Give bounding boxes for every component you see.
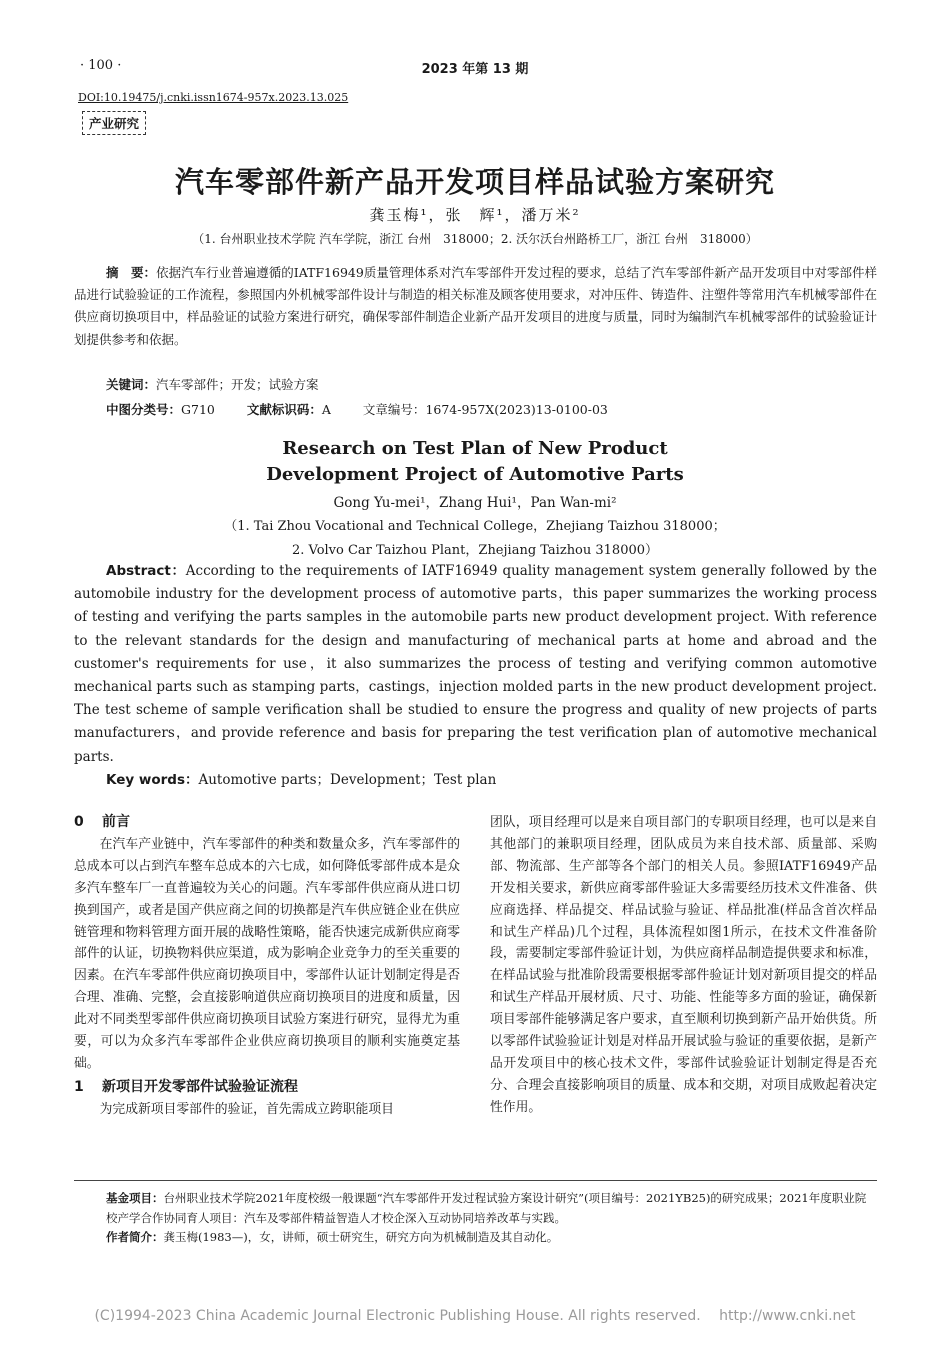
clc-value: G710 [181, 402, 215, 417]
bio-text: 龚玉梅(1983—)，女，讲师，硕士研究生，研究方向为机械制造及其自动化。 [163, 1230, 559, 1244]
fund-label: 基金项目： [106, 1191, 164, 1205]
footnote-divider [74, 1180, 877, 1181]
affiliation-en-line2: 2. Volvo Car Taizhou Plant，Zhejiang Taizhou 318000） [291, 543, 659, 558]
doc-code-value: A [321, 402, 331, 417]
affiliation-en-line1: （1. Tai Zhou Vocational and Technical College，Zhejiang Taizhou 318000； [224, 519, 726, 534]
section-0-number: 0 [74, 814, 84, 830]
article-no-label: 文章编号： [362, 402, 426, 417]
section-1-number: 1 [74, 1078, 84, 1095]
abstract-en-text: According to the requirements of IATF16949 quality management system generally followed by the automobile industry for the development process of automotive parts，this paper summarizes the working process of testing and verifying the parts samples in the automobile parts new product development project. With reference to the relevant standards for the design and manufacturing of mechanical parts at home and abroad and the customer's requirements for use，it also summarizes the process of testing and verifying common automotive mechanical parts such as stamping parts，castings，injection molded parts in the new product development project. The test scheme of sample verification shall be studied to ensure the progress and quality of new projects of parts manufacturers，and provide reference and basis for preparing the test verification plan of automotive mechanical parts. [74, 563, 877, 765]
bio-label: 作者简介： [106, 1230, 164, 1244]
abstract-en [74, 560, 877, 769]
article-no-value: 1674-957X(2023)13-0100-03 [425, 402, 608, 417]
copyright-watermark: (C)1994-2023 China Academic Journal Electronic Publishing House. All rights reserved. http://www.cnki.net [94, 1308, 856, 1324]
keywords-en-text: Automotive parts；Development；Test plan [198, 772, 497, 788]
keywords-en-label: Key words： [106, 772, 199, 788]
abstract-cn-label: 摘 要： [106, 265, 157, 280]
paper-title-en-line2: Development Project of Automotive Parts [266, 464, 684, 485]
journal-issue: 2023 年第 13 期 [421, 62, 529, 77]
classification-line [106, 400, 608, 418]
category-tag: 产业研究 [82, 111, 146, 135]
section-0-title: 前言 [102, 814, 130, 830]
section-1-heading [74, 1077, 460, 1099]
paper-title-cn: 汽车零部件新产品开发项目样品试验方案研究 [174, 165, 775, 199]
section-1-paragraph: 为完成新项目零部件的验证，首先需成立跨职能项目 [99, 1101, 394, 1117]
paper-title-en [0, 436, 950, 488]
section-1-title: 新项目开发零部件试验验证流程 [102, 1078, 298, 1095]
clc-label: 中图分类号： [106, 402, 182, 417]
keywords-cn [106, 375, 319, 393]
fund-note [106, 1188, 877, 1228]
paper-title-en-line1: Research on Test Plan of New Product [282, 438, 668, 459]
affiliations-cn: （1. 台州职业技术学院 汽车学院，浙江 台州 318000；2. 沃尔沃台州路桥工厂，浙江 台州 318000） [192, 232, 758, 246]
authors-en: Gong Yu-mei¹，Zhang Hui¹，Pan Wan-mi² [333, 495, 617, 511]
keywords-cn-text: 汽车零部件；开发；试验方案 [156, 377, 319, 392]
doc-code-label: 文献标识码： [246, 402, 322, 417]
abstract-en-label: Abstract： [106, 563, 186, 579]
body-left-column [74, 812, 460, 1121]
body-right-column [490, 812, 877, 1119]
section-0-heading [74, 812, 460, 834]
keywords-en [106, 768, 496, 788]
abstract-cn [74, 262, 877, 351]
page-number: · 100 · [80, 58, 122, 73]
fund-text: 台州职业技术学院2021年度校级一般课题“汽车零部件开发过程试验方案设计研究”(项目编号：2021YB25)的研究成果；2021年度职业院校产学合作协同育人项目：汽车及零部件精益智造人才校企深入互动协同培养改革与实践。 [106, 1191, 867, 1225]
author-bio [106, 1227, 877, 1247]
affiliations-en [0, 515, 950, 563]
section-0-paragraph: 在汽车产业链中，汽车零部件的种类和数量众多，汽车零部件的总成本可以占到汽车整车总成本的六七成，如何降低零部件成本是众多汽车整车厂一直普遍较为关心的问题。汽车零部件供应商从进口切换到国产，或者是国产供应商之间的切换都是汽车供应链企业在供应链管理和物料管理方面开展的战略性策略，能否快速完成新供应商零部件的认证，切换物料供应渠道，成为影响企业竞争力的至关重要的因素。在汽车零部件供应商切换项目中，零部件认证计划制定得是否合理、准确、完整，会直接影响道供应商切换项目的进度和质量，因此对不同类型零部件供应商切换项目试验方案进行研究，显得尤为重要，可以为众多汽车零部件企业供应商切换项目的顺利实施奠定基础。 [74, 836, 460, 1071]
section-1-paragraph-continued: 团队，项目经理可以是来自项目部门的专职项目经理，也可以是来自其他部门的兼职项目经理，团队成员为来自技术部、质量部、采购部、物流部、生产部等各个部门的相关人员。参照IATF16949产品开发相关要求，新供应商零部件验证大多需要经历技术文件准备、供应商选择、样品提交、样品试验与验证、样品批准(样品含首次样品和试生产样品)几个过程，具体流程如图1所示，在技术文件准备阶段，需要制定零部件验证计划，为供应商样品制造提供要求和标准，在样品试验与批准阶段需要根据零部件验证计划对新项目提交的样品和试生产样品开展材质、尺寸、功能、性能等多方面的验证，确保新项目零部件能够满足客户要求，直至顺利切换到新产品开始供货。所以零部件试验验证计划是对样品开展试验与验证的重要依据，是新产品开发项目中的核心技术文件，零部件试验验证计划制定得是否充分、合理会直接影响项目的质量、成本和交期，对项目成败起着决定性作用。 [490, 815, 877, 1115]
abstract-cn-text: 依据汽车行业普遍遵循的IATF16949质量管理体系对汽车零部件开发过程的要求，总结了汽车零部件新产品开发项目中对零部件样品进行试验验证的工作流程，参照国内外机械零部件设计与制造的相关标准及顾客使用要求，对冲压件、铸造件、注塑件等常用汽车机械零部件在供应商切换项目中，样品验证的试验方案进行研究，确保零部件制造企业新产品开发项目的进度与质量，同时为编制汽车机械零部件的试验验证计划提供参考和依据。 [74, 265, 877, 347]
keywords-cn-label: 关键词： [106, 377, 157, 392]
doi-link[interactable]: DOI:10.19475/j.cnki.issn1674-957x.2023.13.025 [78, 91, 349, 104]
authors-cn: 龚玉梅¹，张 辉¹，潘万米² [369, 206, 581, 224]
